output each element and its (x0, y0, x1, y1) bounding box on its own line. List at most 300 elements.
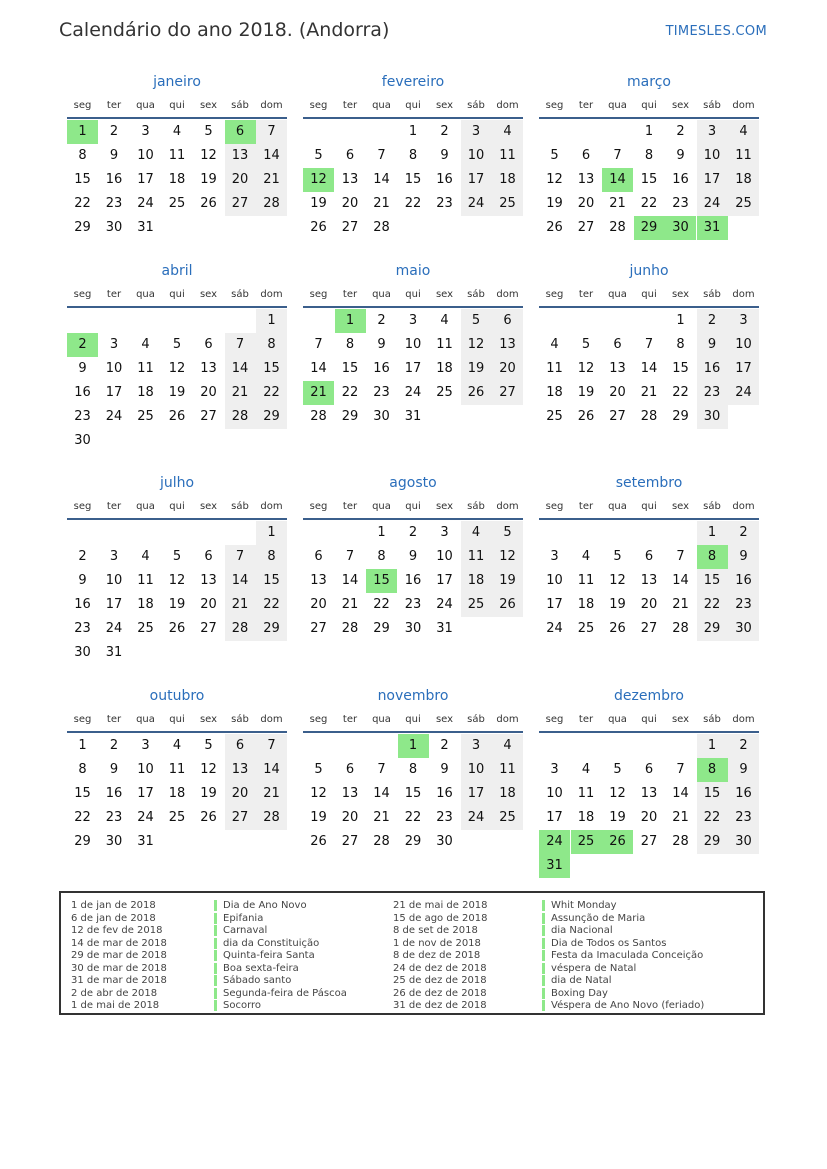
day-cell[interactable]: 6 (314, 549, 323, 564)
day-cell[interactable]: 9 (440, 148, 449, 163)
day-cell[interactable]: 19 (609, 597, 626, 612)
day-cell[interactable]: 30 (105, 834, 123, 849)
day-cell[interactable]: 20 (200, 597, 217, 612)
day-cell[interactable]: 24 (461, 192, 492, 216)
day-cell[interactable]: 30 (105, 220, 123, 235)
day-cell[interactable]: 15 (366, 569, 397, 593)
day-cell[interactable]: 21 (672, 597, 689, 612)
day-cell[interactable]: 22 (672, 385, 689, 400)
day-cell[interactable]: 7 (225, 333, 256, 357)
day-cell[interactable]: 5 (613, 549, 622, 564)
day-cell[interactable]: 9 (676, 148, 685, 163)
day-cell[interactable]: 28 (672, 834, 689, 849)
day-cell[interactable]: 17 (105, 597, 123, 612)
day-cell[interactable]: 28 (373, 834, 390, 849)
day-cell[interactable]: 19 (200, 172, 217, 187)
day-cell[interactable]: 18 (577, 810, 595, 825)
day-cell[interactable]: 21 (256, 168, 287, 192)
day-cell[interactable]: 17 (105, 385, 123, 400)
day-cell[interactable]: 25 (492, 806, 523, 830)
day-cell[interactable]: 21 (225, 593, 256, 617)
day-cell[interactable]: 30 (404, 621, 422, 636)
day-cell[interactable]: 16 (672, 172, 689, 187)
day-cell[interactable]: 20 (341, 196, 359, 211)
day-cell[interactable]: 26 (200, 810, 217, 825)
day-cell[interactable]: 26 (602, 830, 633, 854)
day-cell[interactable]: 31 (539, 854, 570, 878)
day-cell[interactable]: 23 (728, 593, 759, 617)
day-cell[interactable]: 11 (168, 148, 186, 163)
day-cell[interactable]: 7 (644, 337, 654, 352)
day-cell[interactable]: 3 (461, 120, 492, 144)
day-cell[interactable]: 30 (697, 405, 728, 429)
day-cell[interactable]: 14 (225, 569, 256, 593)
day-cell[interactable]: 2 (728, 521, 759, 545)
day-cell[interactable]: 26 (310, 834, 327, 849)
day-cell[interactable]: 4 (172, 738, 182, 753)
day-cell[interactable]: 5 (314, 148, 323, 163)
day-cell[interactable]: 10 (697, 144, 728, 168)
day-cell[interactable]: 15 (697, 569, 728, 593)
day-cell[interactable]: 16 (74, 597, 91, 612)
day-cell[interactable]: 28 (225, 405, 256, 429)
day-cell[interactable]: 18 (168, 786, 186, 801)
day-cell[interactable]: 2 (78, 549, 87, 564)
day-cell[interactable]: 4 (461, 521, 492, 545)
day-cell[interactable]: 25 (137, 409, 154, 424)
day-cell[interactable]: 20 (200, 385, 217, 400)
day-cell[interactable]: 2 (728, 734, 759, 758)
day-cell[interactable]: 17 (461, 782, 492, 806)
day-cell[interactable]: 17 (137, 172, 154, 187)
day-cell[interactable]: 22 (74, 196, 91, 211)
day-cell[interactable]: 30 (728, 617, 759, 641)
day-cell[interactable]: 23 (105, 810, 123, 825)
day-cell[interactable]: 4 (172, 124, 182, 139)
day-cell[interactable]: 26 (461, 381, 492, 405)
day-cell[interactable]: 18 (436, 361, 453, 376)
day-cell[interactable]: 3 (141, 738, 150, 753)
day-cell[interactable]: 17 (137, 786, 154, 801)
day-cell[interactable]: 12 (310, 786, 327, 801)
day-cell[interactable]: 1 (644, 124, 654, 139)
day-cell[interactable]: 29 (672, 409, 689, 424)
day-cell[interactable]: 18 (168, 172, 186, 187)
day-cell[interactable]: 10 (105, 573, 123, 588)
day-cell[interactable]: 2 (109, 124, 119, 139)
day-cell[interactable]: 8 (697, 758, 728, 782)
day-cell[interactable]: 29 (256, 405, 287, 429)
day-cell[interactable]: 3 (697, 120, 728, 144)
day-cell[interactable]: 17 (461, 168, 492, 192)
day-cell[interactable]: 3 (550, 762, 559, 777)
day-cell[interactable]: 16 (74, 385, 91, 400)
day-cell[interactable]: 27 (577, 220, 595, 235)
day-cell[interactable]: 16 (728, 569, 759, 593)
day-cell[interactable]: 19 (168, 597, 186, 612)
day-cell[interactable]: 18 (492, 168, 523, 192)
day-cell[interactable]: 12 (609, 786, 626, 801)
day-cell[interactable]: 18 (137, 385, 154, 400)
day-cell[interactable]: 23 (74, 409, 91, 424)
day-cell[interactable]: 18 (461, 569, 492, 593)
day-cell[interactable]: 29 (74, 220, 91, 235)
day-cell[interactable]: 22 (697, 806, 728, 830)
day-cell[interactable]: 25 (168, 810, 186, 825)
day-cell[interactable]: 27 (200, 621, 217, 636)
day-cell[interactable]: 21 (609, 196, 626, 211)
day-cell[interactable]: 22 (404, 810, 422, 825)
day-cell[interactable]: 22 (256, 381, 287, 405)
day-cell[interactable]: 29 (74, 834, 91, 849)
day-cell[interactable]: 23 (697, 381, 728, 405)
day-cell[interactable]: 3 (141, 124, 150, 139)
day-cell[interactable]: 1 (256, 521, 287, 545)
day-cell[interactable]: 20 (577, 196, 595, 211)
day-cell[interactable]: 7 (314, 337, 323, 352)
day-cell[interactable]: 20 (640, 597, 658, 612)
day-cell[interactable]: 17 (436, 573, 453, 588)
day-cell[interactable]: 7 (676, 549, 685, 564)
day-cell[interactable]: 15 (404, 786, 422, 801)
day-cell[interactable]: 30 (436, 834, 453, 849)
day-cell[interactable]: 28 (373, 220, 390, 235)
day-cell[interactable]: 24 (539, 830, 570, 854)
day-cell[interactable]: 20 (640, 810, 658, 825)
day-cell[interactable]: 12 (461, 333, 492, 357)
day-cell[interactable]: 9 (78, 573, 87, 588)
day-cell[interactable]: 8 (644, 148, 654, 163)
day-cell[interactable]: 29 (634, 216, 665, 240)
day-cell[interactable]: 6 (644, 762, 654, 777)
day-cell[interactable]: 13 (492, 333, 523, 357)
day-cell[interactable]: 19 (200, 786, 217, 801)
day-cell[interactable]: 27 (310, 621, 327, 636)
day-cell[interactable]: 28 (640, 409, 658, 424)
day-cell[interactable]: 15 (74, 786, 91, 801)
day-cell[interactable]: 17 (728, 357, 759, 381)
day-cell[interactable]: 28 (672, 621, 689, 636)
day-cell[interactable]: 14 (341, 573, 359, 588)
day-cell[interactable]: 5 (613, 762, 622, 777)
day-cell[interactable]: 2 (676, 124, 685, 139)
day-cell[interactable]: 25 (168, 196, 186, 211)
day-cell[interactable]: 13 (341, 172, 359, 187)
day-cell[interactable]: 7 (377, 762, 386, 777)
day-cell[interactable]: 1 (256, 309, 287, 333)
day-cell[interactable]: 18 (492, 782, 523, 806)
day-cell[interactable]: 27 (200, 409, 217, 424)
day-cell[interactable]: 23 (728, 806, 759, 830)
day-cell[interactable]: 25 (461, 593, 492, 617)
day-cell[interactable]: 22 (404, 196, 422, 211)
day-cell[interactable]: 24 (404, 385, 422, 400)
day-cell[interactable]: 21 (341, 597, 359, 612)
day-cell[interactable]: 8 (377, 549, 386, 564)
day-cell[interactable]: 14 (602, 168, 633, 192)
day-cell[interactable]: 15 (640, 172, 658, 187)
day-cell[interactable]: 31 (436, 621, 453, 636)
day-cell[interactable]: 25 (492, 192, 523, 216)
day-cell[interactable]: 14 (640, 361, 658, 376)
day-cell[interactable]: 9 (377, 337, 386, 352)
day-cell[interactable]: 1 (377, 525, 386, 540)
day-cell[interactable]: 29 (697, 617, 728, 641)
day-cell[interactable]: 10 (546, 573, 563, 588)
day-cell[interactable]: 12 (577, 361, 595, 376)
day-cell[interactable]: 31 (105, 645, 123, 660)
day-cell[interactable]: 13 (609, 361, 626, 376)
day-cell[interactable]: 20 (492, 357, 523, 381)
day-cell[interactable]: 1 (408, 124, 418, 139)
day-cell[interactable]: 11 (546, 361, 563, 376)
day-cell[interactable]: 22 (373, 597, 390, 612)
day-cell[interactable]: 13 (640, 786, 658, 801)
day-cell[interactable]: 22 (640, 196, 658, 211)
day-cell[interactable]: 15 (74, 172, 91, 187)
site-link[interactable]: TIMESLES.COM (665, 24, 767, 39)
day-cell[interactable]: 21 (373, 810, 390, 825)
day-cell[interactable]: 11 (492, 144, 523, 168)
day-cell[interactable]: 29 (404, 834, 422, 849)
day-cell[interactable]: 23 (74, 621, 91, 636)
day-cell[interactable]: 18 (728, 168, 759, 192)
day-cell[interactable]: 2 (440, 738, 449, 753)
day-cell[interactable]: 25 (577, 621, 595, 636)
day-cell[interactable]: 19 (609, 810, 626, 825)
day-cell[interactable]: 28 (225, 617, 256, 641)
day-cell[interactable]: 23 (672, 196, 689, 211)
day-cell[interactable]: 7 (256, 734, 287, 758)
day-cell[interactable]: 7 (377, 148, 386, 163)
day-cell[interactable]: 22 (697, 593, 728, 617)
day-cell[interactable]: 18 (546, 385, 563, 400)
day-cell[interactable]: 13 (225, 144, 256, 168)
day-cell[interactable]: 7 (345, 549, 355, 564)
day-cell[interactable]: 27 (640, 621, 658, 636)
day-cell[interactable]: 23 (105, 196, 123, 211)
day-cell[interactable]: 24 (546, 621, 563, 636)
day-cell[interactable]: 24 (137, 810, 154, 825)
day-cell[interactable]: 24 (436, 597, 453, 612)
day-cell[interactable]: 23 (373, 385, 390, 400)
day-cell[interactable]: 6 (204, 337, 213, 352)
day-cell[interactable]: 19 (577, 385, 595, 400)
day-cell[interactable]: 19 (461, 357, 492, 381)
day-cell[interactable]: 11 (137, 573, 154, 588)
day-cell[interactable]: 10 (436, 549, 453, 564)
day-cell[interactable]: 23 (436, 196, 453, 211)
day-cell[interactable]: 31 (404, 409, 422, 424)
day-cell[interactable]: 3 (440, 525, 449, 540)
day-cell[interactable]: 4 (728, 120, 759, 144)
day-cell[interactable]: 30 (728, 830, 759, 854)
day-cell[interactable]: 1 (697, 521, 728, 545)
day-cell[interactable]: 27 (492, 381, 523, 405)
day-cell[interactable]: 10 (728, 333, 759, 357)
day-cell[interactable]: 26 (609, 621, 626, 636)
day-cell[interactable]: 9 (697, 333, 728, 357)
day-cell[interactable]: 10 (546, 786, 563, 801)
day-cell[interactable]: 4 (141, 337, 150, 352)
day-cell[interactable]: 3 (728, 309, 759, 333)
day-cell[interactable]: 29 (373, 621, 390, 636)
day-cell[interactable]: 10 (461, 758, 492, 782)
day-cell[interactable]: 25 (571, 830, 602, 854)
day-cell[interactable]: 24 (137, 196, 154, 211)
day-cell[interactable]: 20 (225, 168, 256, 192)
day-cell[interactable]: 31 (697, 216, 728, 240)
day-cell[interactable]: 8 (78, 148, 87, 163)
day-cell[interactable]: 3 (109, 549, 119, 564)
day-cell[interactable]: 16 (728, 782, 759, 806)
day-cell[interactable]: 3 (408, 313, 418, 328)
day-cell[interactable]: 16 (697, 357, 728, 381)
day-cell[interactable]: 24 (728, 381, 759, 405)
day-cell[interactable]: 26 (310, 220, 327, 235)
day-cell[interactable]: 13 (225, 758, 256, 782)
day-cell[interactable]: 30 (373, 409, 390, 424)
day-cell[interactable]: 2 (697, 309, 728, 333)
day-cell[interactable]: 26 (168, 621, 186, 636)
day-cell[interactable]: 19 (492, 569, 523, 593)
day-cell[interactable]: 14 (672, 786, 689, 801)
day-cell[interactable]: 31 (137, 220, 154, 235)
day-cell[interactable]: 1 (676, 313, 685, 328)
day-cell[interactable]: 28 (609, 220, 626, 235)
day-cell[interactable]: 10 (137, 762, 154, 777)
day-cell[interactable]: 24 (461, 806, 492, 830)
day-cell[interactable]: 30 (74, 645, 91, 660)
day-cell[interactable]: 6 (225, 734, 256, 758)
day-cell[interactable]: 14 (672, 573, 689, 588)
day-cell[interactable]: 4 (581, 549, 591, 564)
day-cell[interactable]: 14 (256, 144, 287, 168)
day-cell[interactable]: 28 (256, 806, 287, 830)
day-cell[interactable]: 17 (546, 597, 563, 612)
day-cell[interactable]: 16 (404, 573, 422, 588)
day-cell[interactable]: 6 (492, 309, 523, 333)
day-cell[interactable]: 13 (640, 573, 658, 588)
day-cell[interactable]: 1 (697, 734, 728, 758)
day-cell[interactable]: 3 (550, 549, 559, 564)
day-cell[interactable]: 18 (137, 597, 154, 612)
day-cell[interactable]: 1 (67, 120, 98, 144)
day-cell[interactable]: 8 (256, 545, 287, 569)
day-cell[interactable]: 4 (440, 313, 449, 328)
day-cell[interactable]: 30 (74, 433, 91, 448)
day-cell[interactable]: 27 (225, 806, 256, 830)
day-cell[interactable]: 2 (67, 333, 98, 357)
day-cell[interactable]: 5 (581, 337, 591, 352)
day-cell[interactable]: 14 (256, 758, 287, 782)
day-cell[interactable]: 15 (341, 361, 359, 376)
day-cell[interactable]: 6 (345, 148, 355, 163)
day-cell[interactable]: 16 (373, 361, 390, 376)
day-cell[interactable]: 11 (461, 545, 492, 569)
day-cell[interactable]: 15 (697, 782, 728, 806)
day-cell[interactable]: 24 (105, 621, 123, 636)
day-cell[interactable]: 2 (109, 738, 119, 753)
day-cell[interactable]: 11 (577, 573, 595, 588)
day-cell[interactable]: 11 (492, 758, 523, 782)
day-cell[interactable]: 12 (492, 545, 523, 569)
day-cell[interactable]: 5 (550, 148, 559, 163)
day-cell[interactable]: 10 (105, 361, 123, 376)
day-cell[interactable]: 4 (141, 549, 150, 564)
day-cell[interactable]: 10 (461, 144, 492, 168)
day-cell[interactable]: 21 (225, 381, 256, 405)
day-cell[interactable]: 13 (341, 786, 359, 801)
day-cell[interactable]: 2 (440, 124, 449, 139)
day-cell[interactable]: 16 (105, 172, 123, 187)
day-cell[interactable]: 21 (303, 381, 334, 405)
day-cell[interactable]: 9 (440, 762, 449, 777)
day-cell[interactable]: 15 (672, 361, 689, 376)
day-cell[interactable]: 7 (225, 545, 256, 569)
day-cell[interactable]: 19 (310, 810, 327, 825)
day-cell[interactable]: 26 (492, 593, 523, 617)
day-cell[interactable]: 19 (168, 385, 186, 400)
day-cell[interactable]: 20 (341, 810, 359, 825)
day-cell[interactable]: 17 (404, 361, 422, 376)
day-cell[interactable]: 28 (256, 192, 287, 216)
day-cell[interactable]: 26 (577, 409, 595, 424)
day-cell[interactable]: 27 (341, 834, 359, 849)
day-cell[interactable]: 29 (256, 617, 287, 641)
day-cell[interactable]: 23 (404, 597, 422, 612)
day-cell[interactable]: 9 (109, 762, 119, 777)
day-cell[interactable]: 1 (78, 738, 87, 753)
day-cell[interactable]: 2 (408, 525, 418, 540)
day-cell[interactable]: 13 (200, 573, 217, 588)
day-cell[interactable]: 27 (225, 192, 256, 216)
day-cell[interactable]: 26 (168, 409, 186, 424)
day-cell[interactable]: 27 (341, 220, 359, 235)
day-cell[interactable]: 12 (168, 573, 186, 588)
day-cell[interactable]: 23 (436, 810, 453, 825)
day-cell[interactable]: 17 (697, 168, 728, 192)
day-cell[interactable]: 20 (225, 782, 256, 806)
day-cell[interactable]: 4 (492, 120, 523, 144)
day-cell[interactable]: 22 (256, 593, 287, 617)
day-cell[interactable]: 30 (665, 216, 696, 240)
day-cell[interactable]: 4 (581, 762, 591, 777)
day-cell[interactable]: 12 (168, 361, 186, 376)
day-cell[interactable]: 4 (492, 734, 523, 758)
day-cell[interactable]: 9 (109, 148, 119, 163)
day-cell[interactable]: 7 (613, 148, 622, 163)
day-cell[interactable]: 11 (137, 361, 154, 376)
day-cell[interactable]: 5 (461, 309, 492, 333)
day-cell[interactable]: 18 (577, 597, 595, 612)
day-cell[interactable]: 6 (225, 120, 256, 144)
day-cell[interactable]: 6 (644, 549, 654, 564)
day-cell[interactable]: 19 (310, 196, 327, 211)
day-cell[interactable]: 29 (341, 409, 359, 424)
day-cell[interactable]: 14 (373, 786, 390, 801)
day-cell[interactable]: 13 (310, 573, 327, 588)
day-cell[interactable]: 6 (204, 549, 213, 564)
day-cell[interactable]: 28 (310, 409, 327, 424)
day-cell[interactable]: 12 (200, 148, 217, 163)
day-cell[interactable]: 8 (256, 333, 287, 357)
day-cell[interactable]: 14 (373, 172, 390, 187)
day-cell[interactable]: 6 (613, 337, 622, 352)
day-cell[interactable]: 8 (78, 762, 87, 777)
day-cell[interactable]: 21 (672, 810, 689, 825)
day-cell[interactable]: 7 (676, 762, 685, 777)
